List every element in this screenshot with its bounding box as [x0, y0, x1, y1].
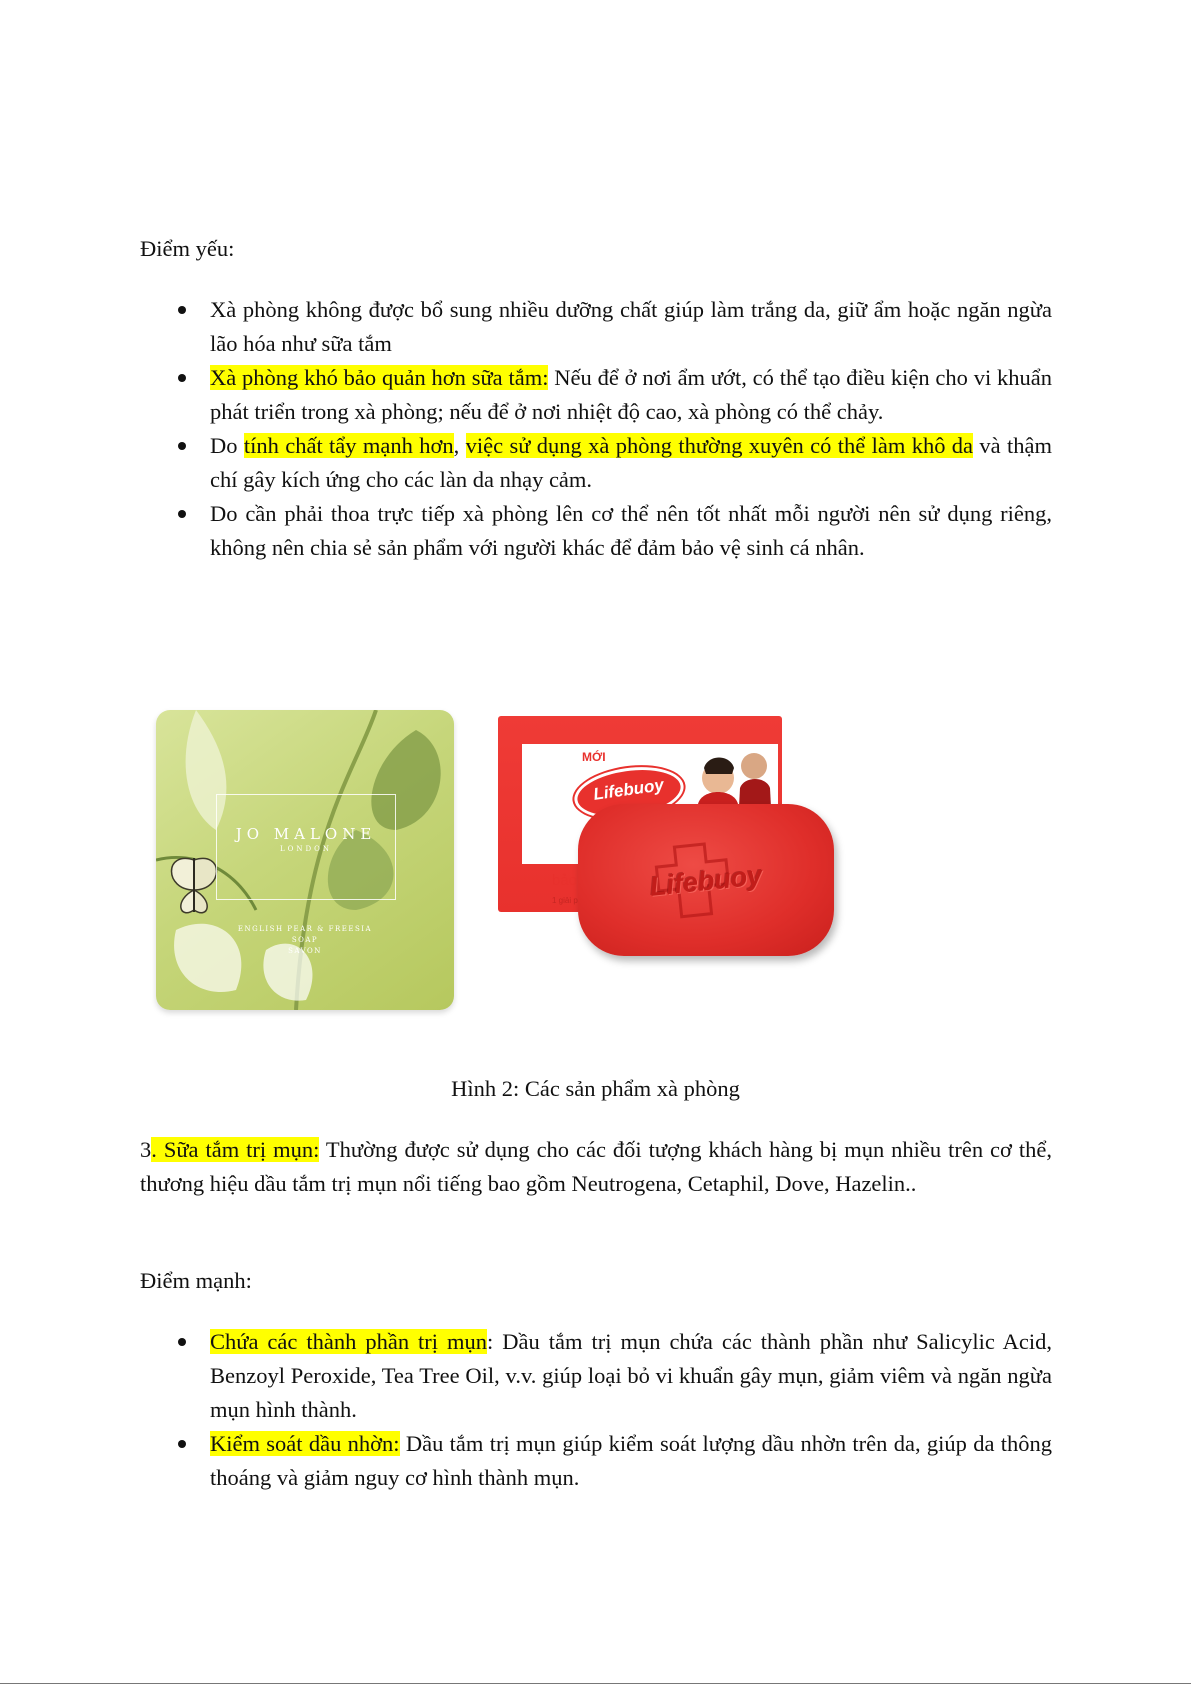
list-item — [140, 1325, 1052, 1427]
strength-section — [140, 1264, 1052, 1298]
lifebuoy-soap-image — [496, 708, 856, 960]
list-item — [140, 497, 1052, 565]
strength-heading: Điểm mạnh: — [140, 1268, 252, 1293]
jo-malone-line3: SAVON — [288, 947, 322, 955]
lifebuoy-box-small-text: 1 giải p — [552, 896, 578, 905]
bullet-text: Do cần phải thoa trực tiếp xà phòng lên cơ thể nên tốt nhất mỗi người nên sử dụng riêng, không nên chia sẻ sản phẩm với người khác để đảm bảo vệ sinh cá nhân. — [210, 501, 1052, 560]
bullet-text: , — [453, 433, 466, 458]
jo-malone-brand: JO MALONE — [235, 825, 377, 843]
list-item — [140, 293, 1052, 361]
strength-list — [140, 1325, 1052, 1495]
page-bottom-divider — [0, 1683, 1191, 1684]
lifebuoy-new-label: MỚI — [582, 750, 606, 764]
highlighted-text: . Sữa tắm trị mụn: — [151, 1137, 320, 1162]
highlighted-text: việc sử dụng xà phòng thường xuyên có thể làm khô da — [465, 433, 974, 458]
intro-text: Thường được sử dụng cho các đối tượng khách hàng bị mụn nhiều trên cơ thể, thương hiệu dầu tắm trị mụn nổi tiếng bao gồm Neutrogena, Cetaphil, Dove, Hazelin.. — [140, 1137, 1052, 1196]
weakness-heading: Điểm yếu: — [140, 236, 235, 261]
acne-section-intro — [140, 1133, 1052, 1201]
highlighted-text: Chứa các thành phần trị mụn — [210, 1329, 488, 1354]
highlighted-text: tính chất tẩy mạnh hơn — [243, 433, 454, 458]
weakness-section — [140, 232, 1052, 266]
list-item — [140, 429, 1052, 497]
bullet-text: Do — [210, 433, 244, 458]
bullet-text: Xà phòng không được bổ sung nhiều dưỡng chất giúp làm trắng da, giữ ẩm hoặc ngăn ngừa lão hóa như sữa tắm — [210, 297, 1052, 356]
jo-malone-label — [216, 794, 396, 900]
lifebuoy-soap-bar — [578, 804, 834, 956]
list-item — [140, 1427, 1052, 1495]
bullet-text: Nếu để ở nơi ẩm ướt, có thể tạo điều kiện cho vi khuẩn phát triển trong xà phòng; nếu để ở nơi nhiệt độ cao, xà phòng có thể chảy. — [210, 365, 1052, 424]
weakness-list — [140, 293, 1052, 565]
jo-malone-product-text — [216, 924, 394, 957]
weakness-list-container — [140, 293, 1052, 565]
bullet-text: và thậm chí gây kích ứng cho các làn da nhạy cảm. — [210, 433, 1052, 492]
list-item — [140, 361, 1052, 429]
jo-malone-soap-image — [156, 710, 454, 1010]
acne-intro-paragraph — [140, 1133, 1052, 1201]
lifebuoy-box-text: bảo — [552, 872, 578, 889]
lifebuoy-bar-logo: Lifebuoy — [648, 860, 764, 902]
highlighted-text: Kiểm soát dầu nhờn: — [210, 1431, 400, 1456]
highlighted-text: Xà phòng khó bảo quản hơn sữa tắm: — [210, 365, 549, 390]
jo-malone-line1: ENGLISH PEAR & FREESIA — [237, 925, 373, 933]
jo-malone-line2: SOAP — [291, 936, 319, 944]
jo-malone-city: LONDON — [280, 845, 332, 853]
bullet-text: Dầu tắm trị mụn giúp kiểm soát lượng dầu nhờn trên da, giúp da thông thoáng và giảm nguy cơ hình thành mụn. — [210, 1431, 1053, 1490]
strength-list-container — [140, 1325, 1052, 1495]
bullet-text: : Dầu tắm trị mụn chứa các thành phần như Salicylic Acid, Benzoyl Peroxide, Tea Tree Oil, v.v. giúp loại bỏ vi khuẩn gây mụn, giảm viêm và ngăn ngừa mụn hình thành. — [210, 1329, 1052, 1422]
lifebuoy-logo-text: Lifebuoy — [592, 775, 665, 804]
figure-caption: Hình 2: Các sản phẩm xà phòng — [451, 1076, 740, 1101]
intro-number: 3 — [140, 1137, 152, 1162]
